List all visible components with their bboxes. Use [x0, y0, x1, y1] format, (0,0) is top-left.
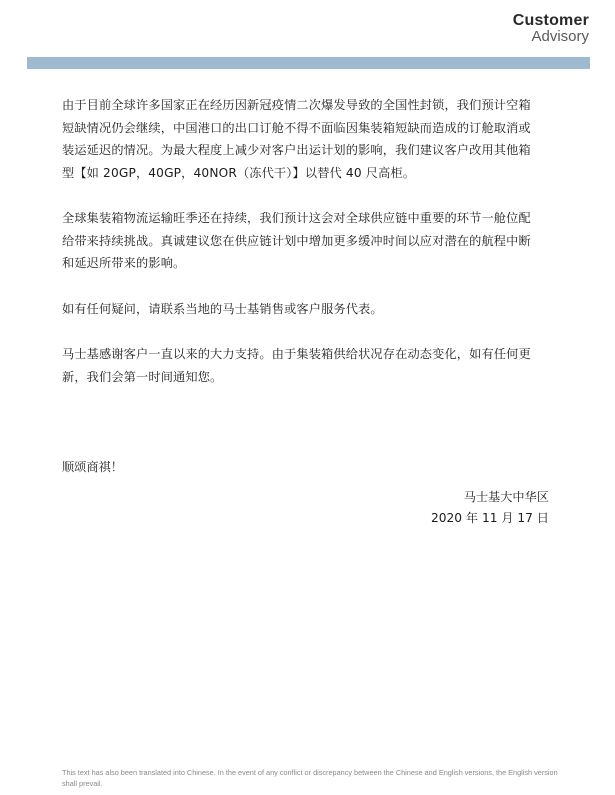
paragraph-line: 由于目前全球许多国家正在经历因新冠疫情二次爆发导致的全国性封锁，我们预计空箱: [62, 98, 531, 112]
header-divider-bar: [27, 57, 590, 69]
paragraph-line: 如有任何疑问，请联系当地的马士基销售或客户服务代表。: [62, 301, 383, 316]
header-subtitle: Advisory: [531, 28, 589, 45]
paragraph-line: 型【如 20GP，40GP，40NOR（冻代干）】以替代 40 尺高柜。: [62, 165, 416, 180]
paragraph-container-shortage: [62, 94, 562, 184]
signature-block: [431, 487, 549, 529]
paragraph-line: 马士基感谢客户一直以来的大力支持。由于集装箱供给状况存在动态变化，如有任何更: [62, 347, 531, 361]
signature-company: 马士基大中华区: [463, 490, 549, 504]
paragraph-line: 给带来持续挑战。真诚建议您在供应链计划中增加更多缓冲时间以应对潜在的航程中断: [62, 233, 531, 248]
advisory-body: [62, 94, 562, 411]
document-header: [513, 12, 589, 45]
paragraph-line: 和延迟所带来的影响。: [62, 256, 186, 270]
signature-date: 2020 年 11 月 17 日: [431, 511, 549, 525]
paragraph-peak-season: [62, 207, 562, 275]
closing-salutation: 顺颂商祺！: [62, 460, 123, 474]
paragraph-thanks: [62, 343, 562, 388]
paragraph-contact: [62, 298, 562, 321]
paragraph-line: 装运延迟的情况。为最大程度上减少对客户出运计划的影响，我们建议客户改用其他箱: [62, 143, 531, 157]
paragraph-line: 全球集装箱物流运输旺季还在持续，我们预计这会对全球供应链中重要的环节一舱位配: [62, 211, 531, 225]
header-title: Customer: [512, 12, 589, 29]
paragraph-line: 短缺情况仍会继续，中国港口的出口订舱不得不面临因集装箱短缺而造成的订舱取消或: [62, 120, 531, 135]
translation-disclaimer: This text has also been translated into Chinese. In the event of any conflict or discrepancy between the Chinese and English versions, the English version shall prevail.: [62, 768, 558, 788]
paragraph-line: 新，我们会第一时间通知您。: [62, 369, 223, 384]
